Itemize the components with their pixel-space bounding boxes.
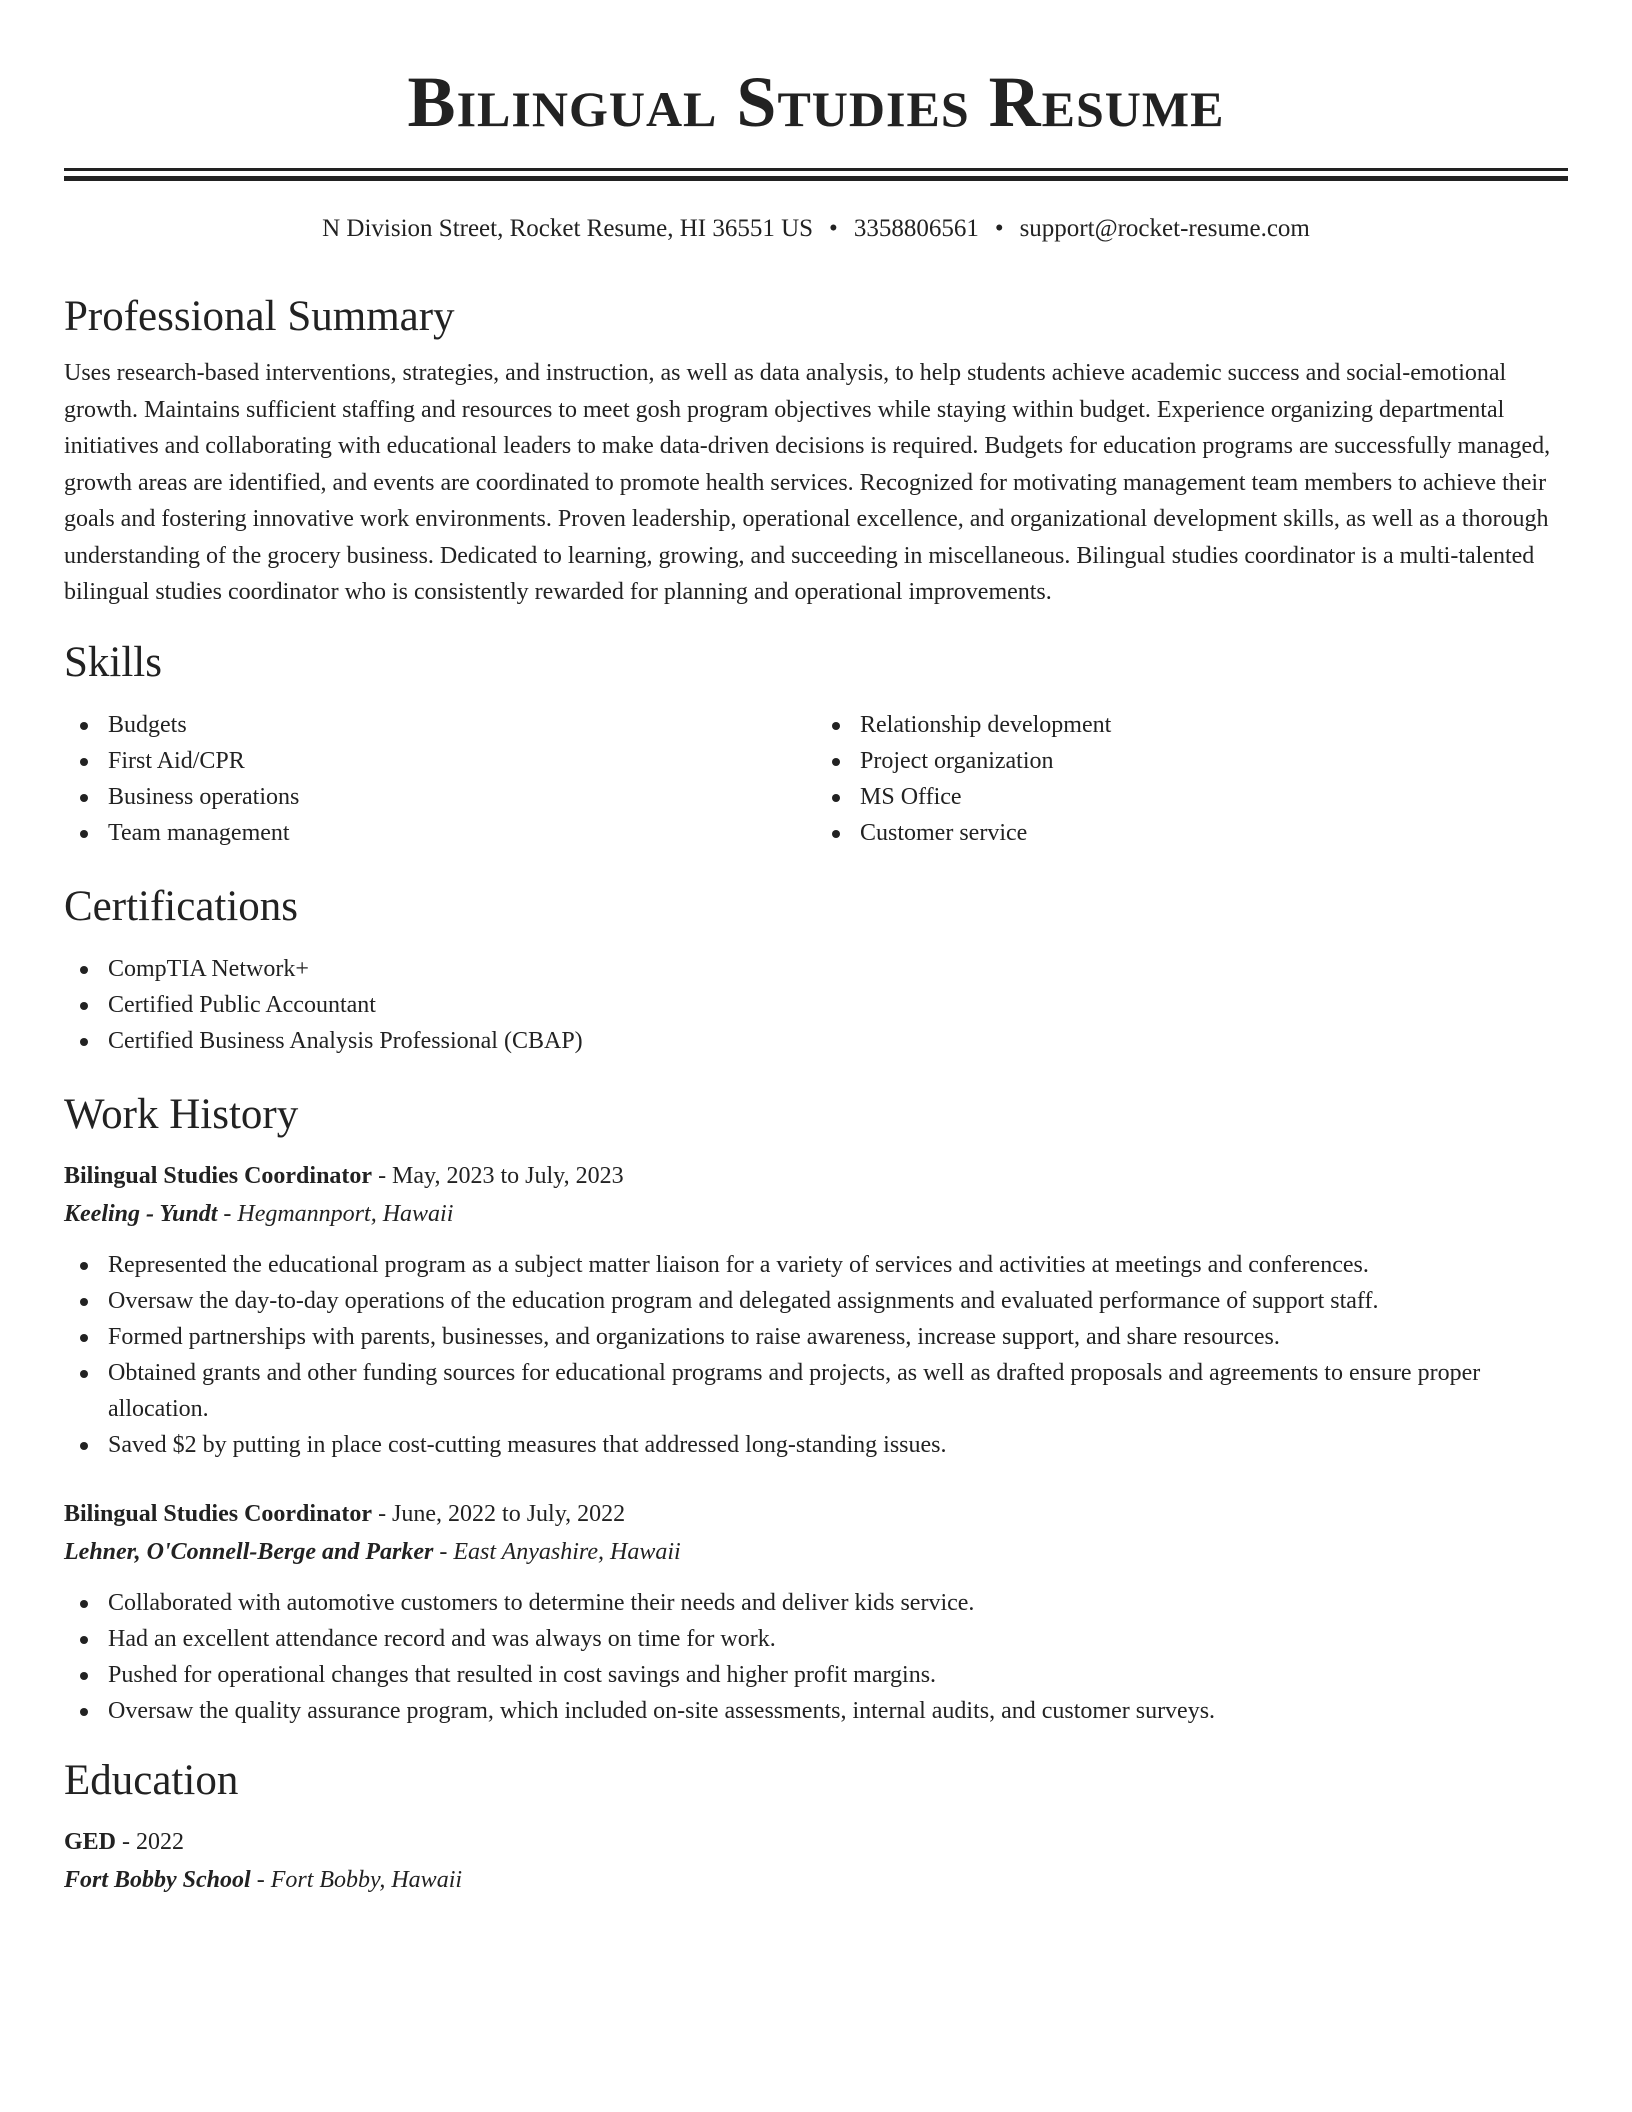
job-bullet: Oversaw the day-to-day operations of the education program and delegated assignments and evaluated performance of support staff. (64, 1283, 1568, 1319)
job-entry (64, 1157, 1568, 1463)
job-title: Bilingual Studies Coordinator (64, 1162, 373, 1189)
contact-email[interactable]: support@rocket-resume.com (1019, 215, 1310, 242)
certification-item: Certified Business Analysis Professional (CBAP) (64, 1023, 1568, 1059)
job-entry (64, 1495, 1568, 1729)
job-company: Keeling - Yundt (64, 1200, 218, 1227)
job-location: - East Anyashire, Hawaii (433, 1538, 681, 1565)
work-history-heading: Work History (64, 1090, 299, 1138)
education-heading: Education (64, 1756, 239, 1804)
education-school-line (64, 1861, 1568, 1899)
skills-heading: Skills (64, 638, 162, 686)
job-bullet: Oversaw the quality assurance program, which included on-site assessments, internal audits, and customer surveys. (64, 1693, 1568, 1729)
skill-item: Business operations (64, 779, 816, 815)
job-title: Bilingual Studies Coordinator (64, 1500, 373, 1527)
job-bullets (64, 1247, 1568, 1463)
summary-text: Uses research-based interventions, strategies, and instruction, as well as data analysis, to help students achieve academic success and social-emotional growth. Maintains sufficient staffing and resources to meet gosh program objectives while staying within budget. Experience organizing departmental initiatives and collaborating with educational leaders to make data-driven decisions is required. Budgets for education programs are successfully managed, growth areas are identified, and events are coordinated to promote health services. Recognized for motivating management team members to achieve their goals and fostering innovative work environments. Proven leadership, operational excellence, and organizational development skills, as well as a thorough understanding of the grocery business. Dedicated to learning, growing, and succeeding in miscellaneous. Bilingual studies coordinator is a multi-talented bilingual studies coordinator who is consistently rewarded for planning and operational improvements. (64, 360, 1551, 605)
job-employer (64, 1195, 1568, 1233)
contact-line (64, 211, 1568, 247)
job-dates: - June, 2022 to July, 2022 (372, 1500, 626, 1527)
skill-item: Customer service (816, 815, 1568, 851)
job-bullet: Formed partnerships with parents, businesses, and organizations to raise awareness, increase support, and share resources. (64, 1319, 1568, 1355)
title-divider-thick (64, 176, 1568, 181)
skill-item: Budgets (64, 707, 816, 743)
job-bullet: Obtained grants and other funding sources for educational programs and projects, as well as drafted proposals and agreements to ensure proper allocation. (64, 1355, 1568, 1427)
job-bullet: Pushed for operational changes that resulted in cost savings and higher profit margins. (64, 1657, 1568, 1693)
certification-item: CompTIA Network+ (64, 951, 1568, 987)
education-location: - Fort Bobby, Hawaii (250, 1866, 463, 1893)
contact-separator: • (829, 215, 838, 242)
job-header (64, 1157, 1568, 1195)
skill-item: Team management (64, 815, 816, 851)
certification-item: Certified Public Accountant (64, 987, 1568, 1023)
contact-phone: 3358806561 (853, 215, 979, 242)
skill-item: Project organization (816, 743, 1568, 779)
title-divider-thin (64, 168, 1568, 171)
education-year: - 2022 (116, 1828, 185, 1855)
skill-item: Relationship development (816, 707, 1568, 743)
contact-separator: • (994, 215, 1004, 242)
education-degree-line (64, 1823, 1568, 1861)
summary-heading: Professional Summary (64, 293, 455, 340)
contact-address: N Division Street, Rocket Resume, HI 36551 US (322, 215, 814, 242)
education-school: Fort Bobby School (64, 1866, 251, 1893)
certifications-heading: Certifications (64, 882, 299, 930)
job-company: Lehner, O'Connell-Berge and Parker (64, 1538, 434, 1565)
job-bullet: Collaborated with automotive customers to determine their needs and deliver kids service. (64, 1585, 1568, 1621)
skill-item: First Aid/CPR (64, 743, 816, 779)
job-bullets (64, 1585, 1568, 1729)
job-bullet: Saved $2 by putting in place cost-cutting measures that addressed long-standing issues. (64, 1427, 1568, 1463)
resume-title: Bilingual Studies Resume (407, 62, 1225, 142)
skills-left-list (64, 707, 816, 851)
job-header (64, 1495, 1568, 1533)
job-bullet: Represented the educational program as a subject matter liaison for a variety of services and activities at meetings and conferences. (64, 1247, 1568, 1283)
skills-columns (64, 707, 1568, 851)
job-bullet: Had an excellent attendance record and was always on time for work. (64, 1621, 1568, 1657)
job-employer (64, 1533, 1568, 1571)
job-location: - Hegmannport, Hawaii (217, 1200, 454, 1227)
education-degree: GED (64, 1828, 117, 1855)
certifications-list (64, 951, 1568, 1059)
skills-right-list (816, 707, 1568, 851)
job-dates: - May, 2023 to July, 2023 (372, 1162, 624, 1189)
skill-item: MS Office (816, 779, 1568, 815)
